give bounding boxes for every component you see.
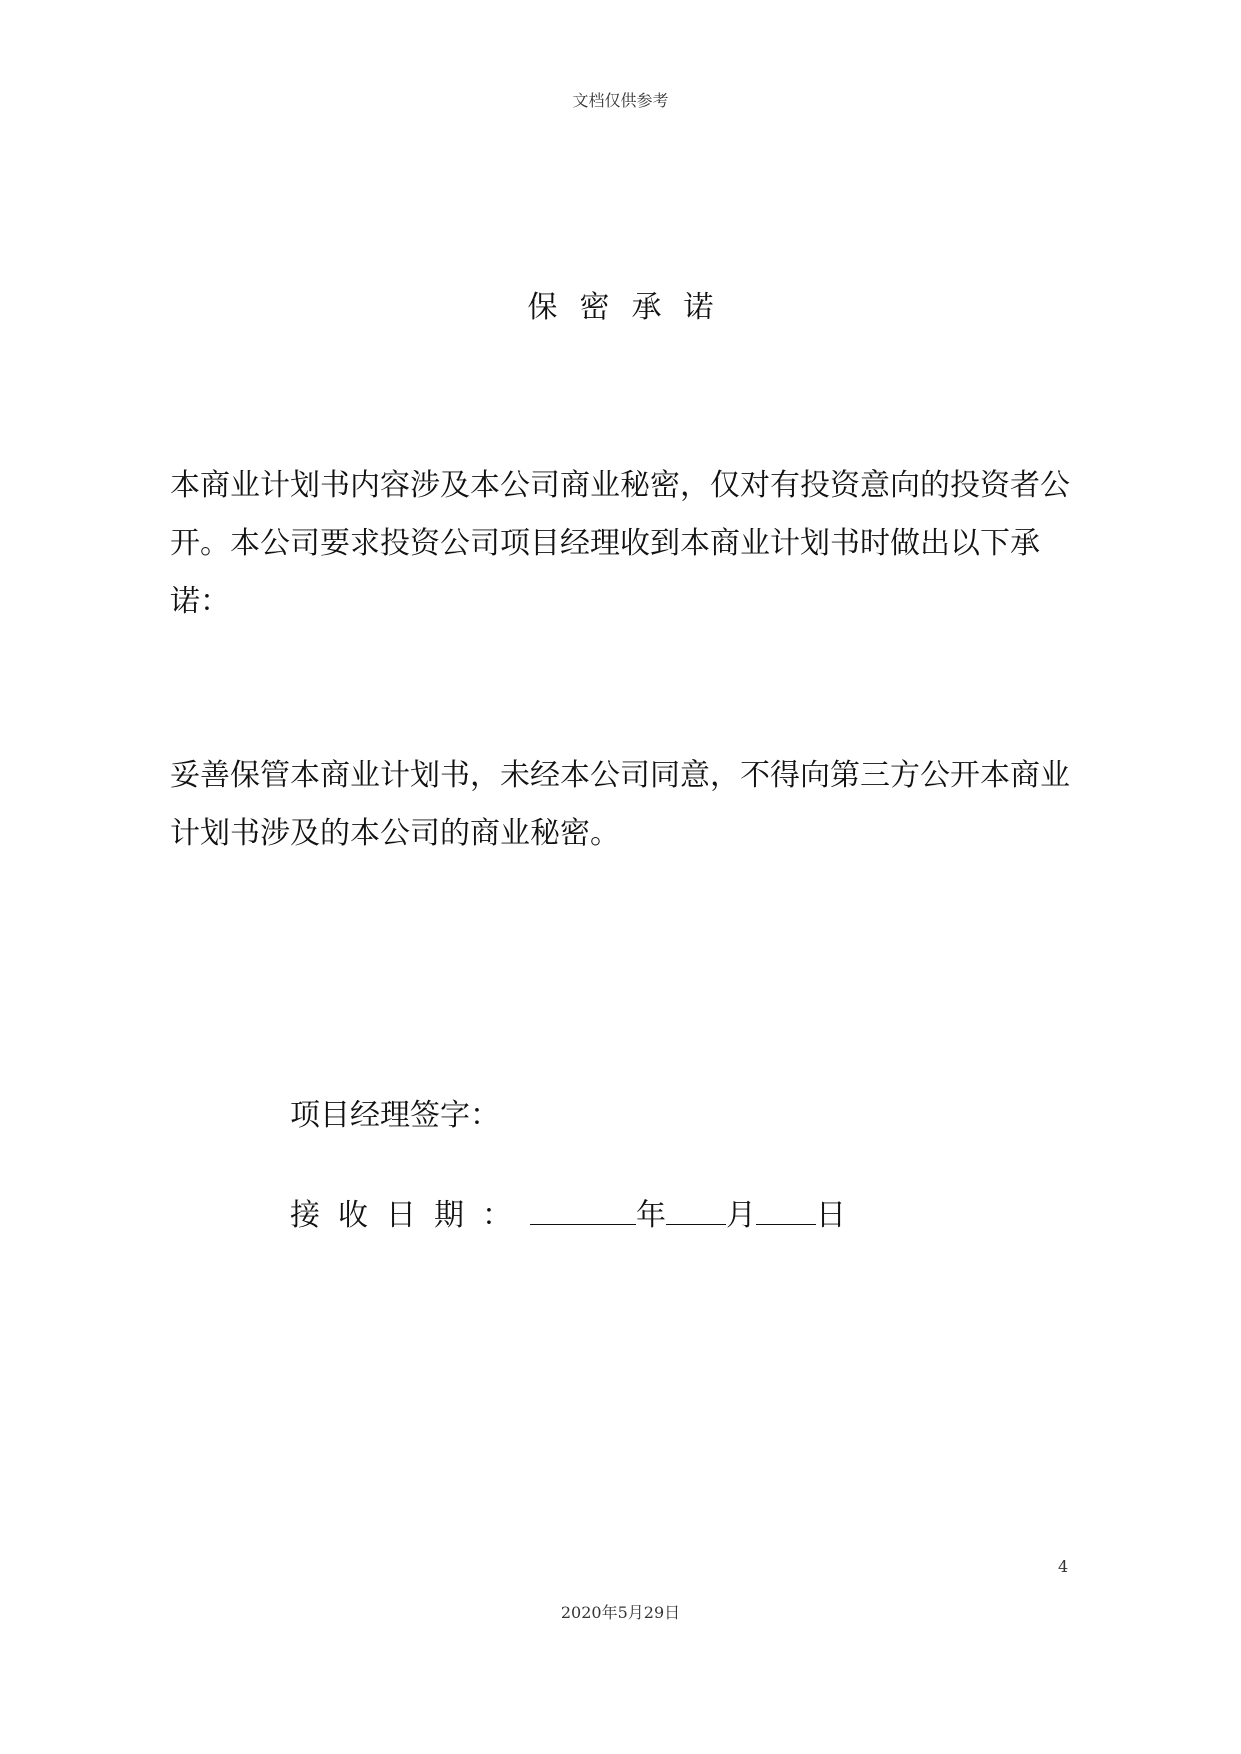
manager-signature-label: 项目经理签字：: [290, 1098, 500, 1133]
footer-date: 2020年5月29日: [560, 1603, 681, 1622]
paragraph-intro: 本商业计划书内容涉及本公司商业秘密，仅对有投资意向的投资者公开。本公司要求投资公司项目经理收到本商业计划书时做出以下承诺：: [170, 468, 1070, 619]
header-note: 文档仅供参考: [572, 91, 669, 110]
month-blank: [666, 1196, 726, 1225]
receipt-date-label: 接收日期：: [290, 1198, 530, 1233]
year-unit: 年: [636, 1198, 666, 1233]
document-title: 保密承诺: [527, 290, 736, 326]
paragraph-commitment: 妥善保管本商业计划书，未经本公司同意，不得向第三方公开本商业计划书涉及的本公司的商业秘密。: [170, 758, 1070, 851]
year-blank: [530, 1196, 636, 1225]
month-unit: 月: [726, 1198, 756, 1233]
page-number: 4: [1058, 1557, 1069, 1576]
day-blank: [756, 1196, 816, 1225]
receipt-date-row: [290, 1196, 846, 1236]
manager-signature-row: [290, 1096, 500, 1136]
day-unit: 日: [816, 1198, 846, 1233]
